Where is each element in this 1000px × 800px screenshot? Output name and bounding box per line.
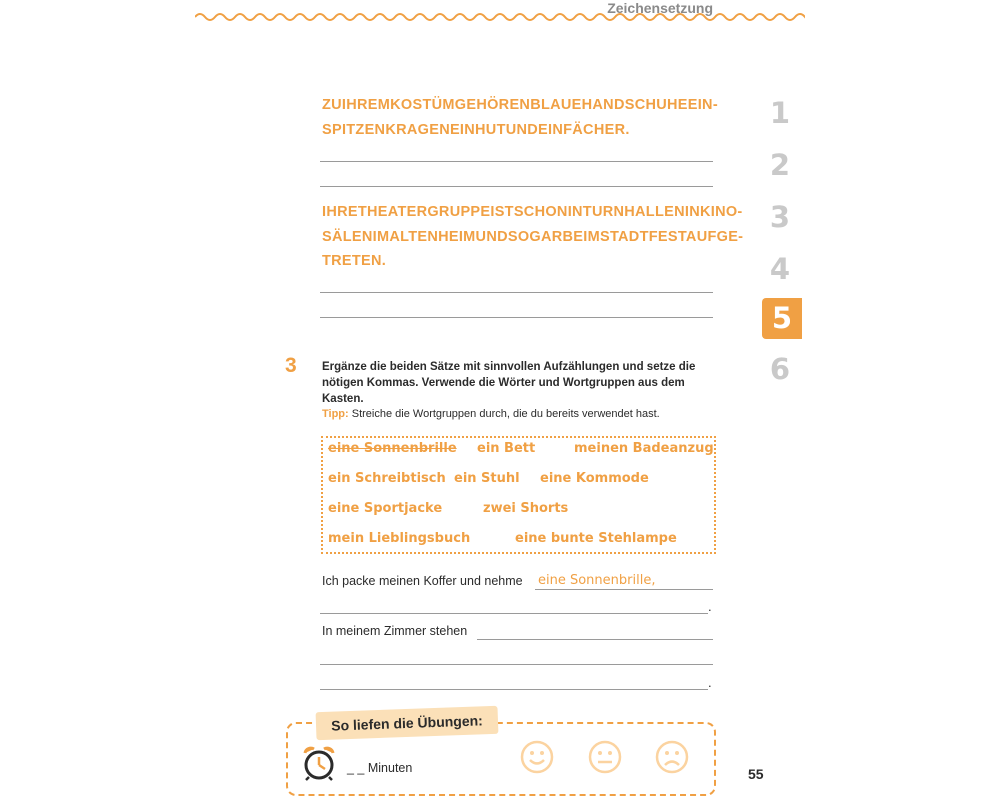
chapter-title: Zeichensetzung [607,0,713,16]
writing-line[interactable] [320,689,708,690]
smiley-neutral-icon[interactable] [588,740,622,774]
tip-label: Tipp: [322,408,349,420]
word-item[interactable]: eine Sonnenbrille [328,441,457,456]
caps-line: ZUIHREMKOSTÜMGEHÖRENBLAUEHANDSCHUHEEIN- [322,97,718,113]
writing-line[interactable] [535,589,713,590]
caps-sentence-1 [322,93,718,142]
sentence-1-prompt: Ich packe meinen Koffer und nehme [322,574,523,588]
page-number: 55 [748,766,764,782]
chapter-number-4: 4 [769,252,791,286]
alarm-clock-icon [300,744,338,782]
task-number: 3 [285,354,297,377]
word-item[interactable]: eine Kommode [540,471,649,486]
tip-text [322,408,660,420]
word-item[interactable]: ein Bett [477,441,536,456]
caps-line: IHRETHEATERGRUPPEISTSCHONINTURNHALLENINKINO- [322,204,743,220]
writing-line[interactable] [477,639,713,640]
word-item[interactable]: eine bunte Stehlampe [515,531,677,546]
sentence-1-answer: eine Sonnenbrille, [538,573,656,588]
word-item[interactable]: ein Schreibtisch [328,471,446,486]
writing-line[interactable] [320,613,708,614]
word-item[interactable]: ein Stuhl [454,471,520,486]
self-assessment-title: So liefen die Übungen: [316,706,499,740]
word-box [321,436,716,554]
word-item[interactable]: meinen Badeanzug [574,441,714,456]
chapter-number-6: 6 [769,352,791,386]
task-instruction: Ergänze die beiden Sätze mit sinnvollen Aufzählungen und setze die nötigen Kommas. Verwende die Wörter und Wortgruppen aus dem Kasten. [322,361,696,405]
tip-body: Streiche die Wortgruppen durch, die du bereits verwendet hast. [348,408,660,420]
writing-line[interactable] [320,317,713,318]
period: . [708,599,712,614]
smiley-sad-icon[interactable] [655,740,689,774]
caps-line: SPITZENKRAGENEINHUTUNDEINFÄCHER. [322,121,630,138]
word-item[interactable]: mein Lieblingsbuch [328,531,471,546]
word-item[interactable]: zwei Shorts [483,501,569,516]
chapter-number-1: 1 [769,96,791,130]
chapter-number-active: 5 [762,298,802,339]
wavy-divider [195,10,805,24]
sentence-2-prompt: In meinem Zimmer stehen [322,624,468,638]
period: . [708,675,712,690]
writing-line[interactable] [320,186,713,187]
minutes-label: _ _ Minuten [347,761,413,775]
writing-line[interactable] [320,292,713,293]
caps-sentence-2 [322,200,743,274]
writing-line[interactable] [320,664,713,665]
writing-line[interactable] [320,161,713,162]
chapter-number-2: 2 [769,148,791,182]
word-item[interactable]: eine Sportjacke [328,501,443,516]
smiley-happy-icon[interactable] [520,740,554,774]
caps-line: TRETEN. [322,253,387,269]
caps-line: SÄLENIMALTENHEIMUNDSOGARBEIMSTADTFESTAUFGE- [322,228,744,245]
chapter-number-3: 3 [769,200,791,234]
